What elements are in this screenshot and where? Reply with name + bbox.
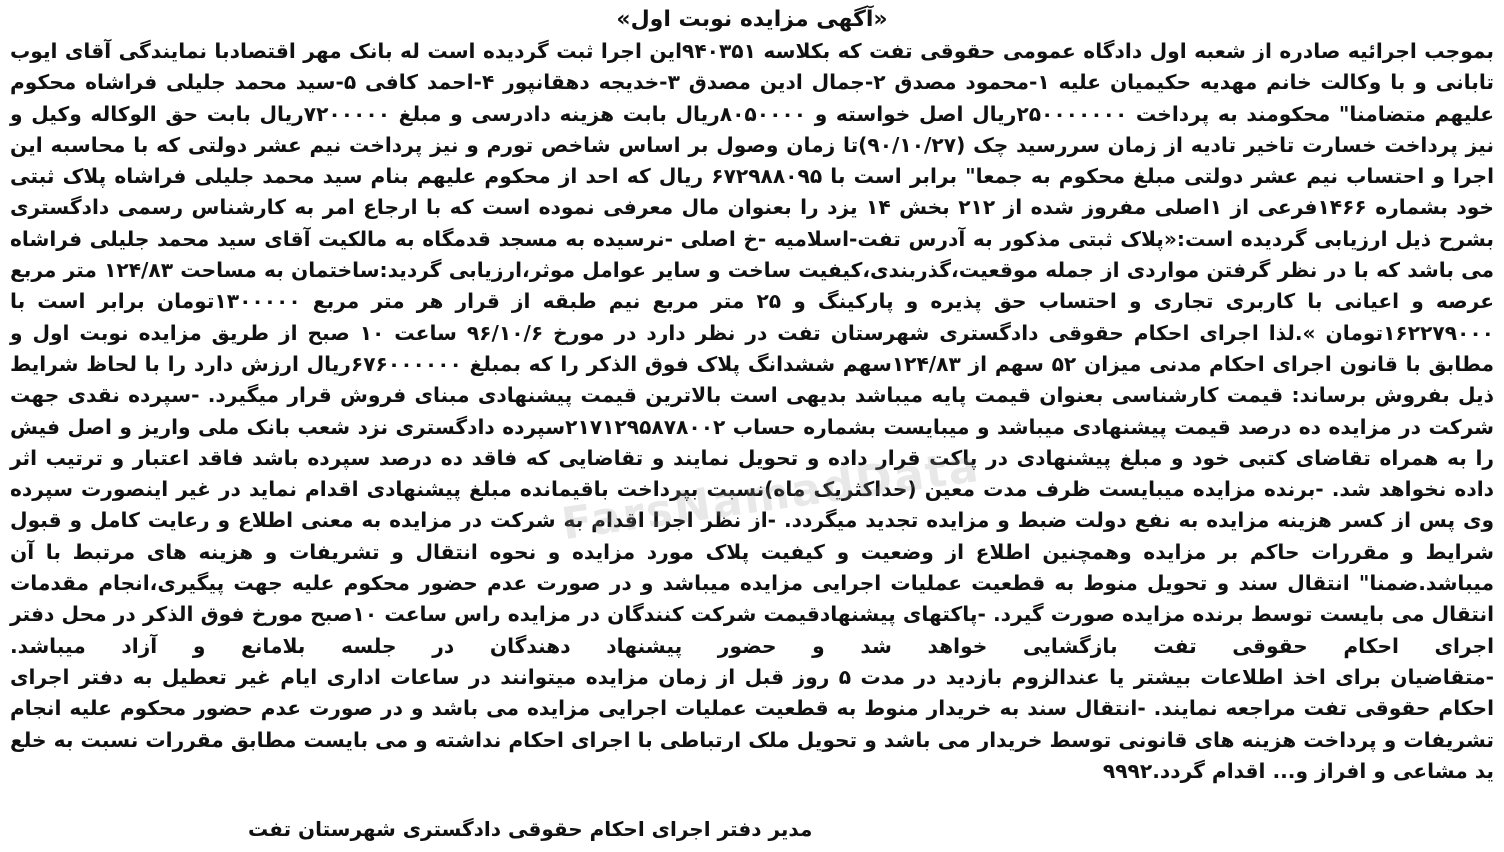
watermark-logo: FarsNamadData [558,440,984,551]
notice-body [8,36,1496,787]
notice-title: «آگهی مزایده نوبت اول» [616,7,888,32]
auction-notice [8,4,1496,848]
notice-paragraph-conditions: -متقاضیان برای اخذ اطلاعات بیشتر یا عندالزوم بازدید در مدت ۵ روز قبل از زمان مزایده میتوانند در ساعات اداری ایام غیر تعطیل به دفتر اجرای احکام حقوقی تفت مراجعه نمایند. -انتقال سند به خریدار منوط به قطعیت عملیات اجرایی مزایده می باشد و در صورت عدم حضور محکوم علیه انجام تشریفات و پرداخت هزینه های قانونی توسط خریدار می باشد و تحویل ملک ارتباطی با اجرای احکام نداشته و می بایست مطابق مقررات نسبت به خلع ید مشاعی و افراز و... اقدام گردد.۹۹۹۲ [10,664,1495,783]
notice-paragraph-main: بموجب اجرائیه صادره از شعبه اول دادگاه عمومی حقوقی تفت که بکلاسه ۹۴۰۳۵۱این اجرا ثبت گردیده است له بانک مهر اقتصادبا نمایندگی آقای ایوب تابانی و با وکالت خانم مهدیه حکیمیان علیه ۱-محمود مصدق ۲-جمال ادین مصدق ۳-خدیجه دهقانپور ۴-احمد کافی ۵-سید محمد جلیلی فراشاه محکوم علیهم متضامنا" محکومند به پرداخت ۲۵۰۰۰۰۰۰۰ریال اصل خواسته و ۸۰۵۰۰۰۰ریال بابت هزینه دادرسی و مبلغ ۷۲۰۰۰۰۰ریال بابت حق الوکاله وکیل و نیز پرداخت خسارت تاخیر تادیه از زمان سررسید چک (۹۰/۱۰/۲۷)تا زمان وصول بر اساس شاخص تورم و نیز پرداخت نیم عشر دولتی که با محاسبه این اجرا و احتساب نیم عشر دولتی مبلغ محکوم به جمعا" برابر است با ۶۷۲۹۸۸۰۹۵ ریال که احد از محکوم علیهم بنام سید محمد جلیلی فراشاه پلاک ثبتی خود بشماره ۱۴۶۶فرعی از ۱اصلی مفروز شده از ۲۱۲ بخش ۱۴ یزد را بعنوان مال معرفی نموده است که با ارجاع امر به کارشناس رسمی دادگستری بشرح ذیل ارزیابی گردیده است:«پلاک ثبتی مذکور به آدرس تفت-اسلامیه -خ اصلی -نرسیده به مسجد قدمگاه به مالکیت آقای سید محمد جلیلی فراشاه می باشد که با در نظر گرفتن مواردی از جمله موقعیت،گذربندی،کیفیت ساخت و سایر عوامل موثر،ارزیابی گردید:ساختمان به مساحت ۱۲۴/۸۳ متر مربع عرصه و اعیانی با کاربری تجاری و احتساب حق پذیره و پارکینگ و ۲۵ متر مربع نیم طبقه از قرار هر متر مربع ۱۳۰۰۰۰۰تومان برابر است با ۱۶۲۲۷۹۰۰۰تومان ».لذا اجرای احکام حقوقی دادگستری شهرستان تفت در نظر دارد در مورخ ۹۶/۱۰/۶ ساعت ۱۰ صبح از طریق مزایده نوبت اول و مطابق با قانون اجرای احکام مدنی میزان ۵۲ سهم از ۱۲۴/۸۳سهم ششدانگ پلاک فوق الذکر را که بمبلغ ۶۷۶۰۰۰۰۰۰ریال ارزش دارد را با لحاظ شرایط ذیل بفروش برساند: قیمت کارشناسی بعنوان قیمت پایه میباشد بدیهی است بالاترین قیمت پیشنهادی مبنای فروش قرار میگیرد. -سپرده نقدی جهت شرکت در مزایده ده درصد قیمت پیشنهادی میباشد و میبایست بشماره حساب ۲۱۷۱۲۹۵۸۷۸۰۰۲سپرده دادگستری نزد شعب بانک ملی واریز و اصل فیش را به همراه تقاضای کتبی خود و مبلغ پیشنهادی در پاکت قرار داده و تحویل نمایند و تقاضایی که فاقد ده درصد سپرده باشد فاقد اعتبار و ترتیب اثر داده نخواهد شد. -برنده مزایده میبایست ظرف مدت معین (حداکثریک ماه)نسبت بپرداخت باقیمانده مبلغ پیشنهادی اقدام نماید در غیر اینصورت سپرده وی پس از کسر هزینه مزایده به نفع دولت ضبط و مزایده تجدید میگردد. -از نظر اجرا اقدام به شرکت در مزایده به معنی اطلاع و رعایت کامل و قبول شرایط و مقررات حاکم بر مزایده وهمچنین اطلاع از وضعیت و کیفیت پلاک مورد مزایده و نحوه انتقال و تشریفات و هزینه های مرتبط با آن میباشد.ضمنا" انتقال سند و تحویل منوط به قطعیت عملیات اجرایی مزایده میباشد و در صورت عدم حضور محکوم علیه جهت پیگیری،انجام مقدمات انتقال می بایست توسط برنده مزایده صورت گیرد. -پاکتهای پیشنهادقیمت شرکت کنندگان در مزایده راس ساعت ۱۰صبح مورخ فوق الذکر در محل دفتر اجرای احکام حقوقی تفت بازگشایی خواهد شد و حضور پیشنهاد دهندگان در جلسه بلامانع و آزاد میباشد. [10,39,1495,658]
notice-signature: مدیر دفتر اجرای احکام حقوقی دادگستری شهرستان تفت [248,817,813,841]
